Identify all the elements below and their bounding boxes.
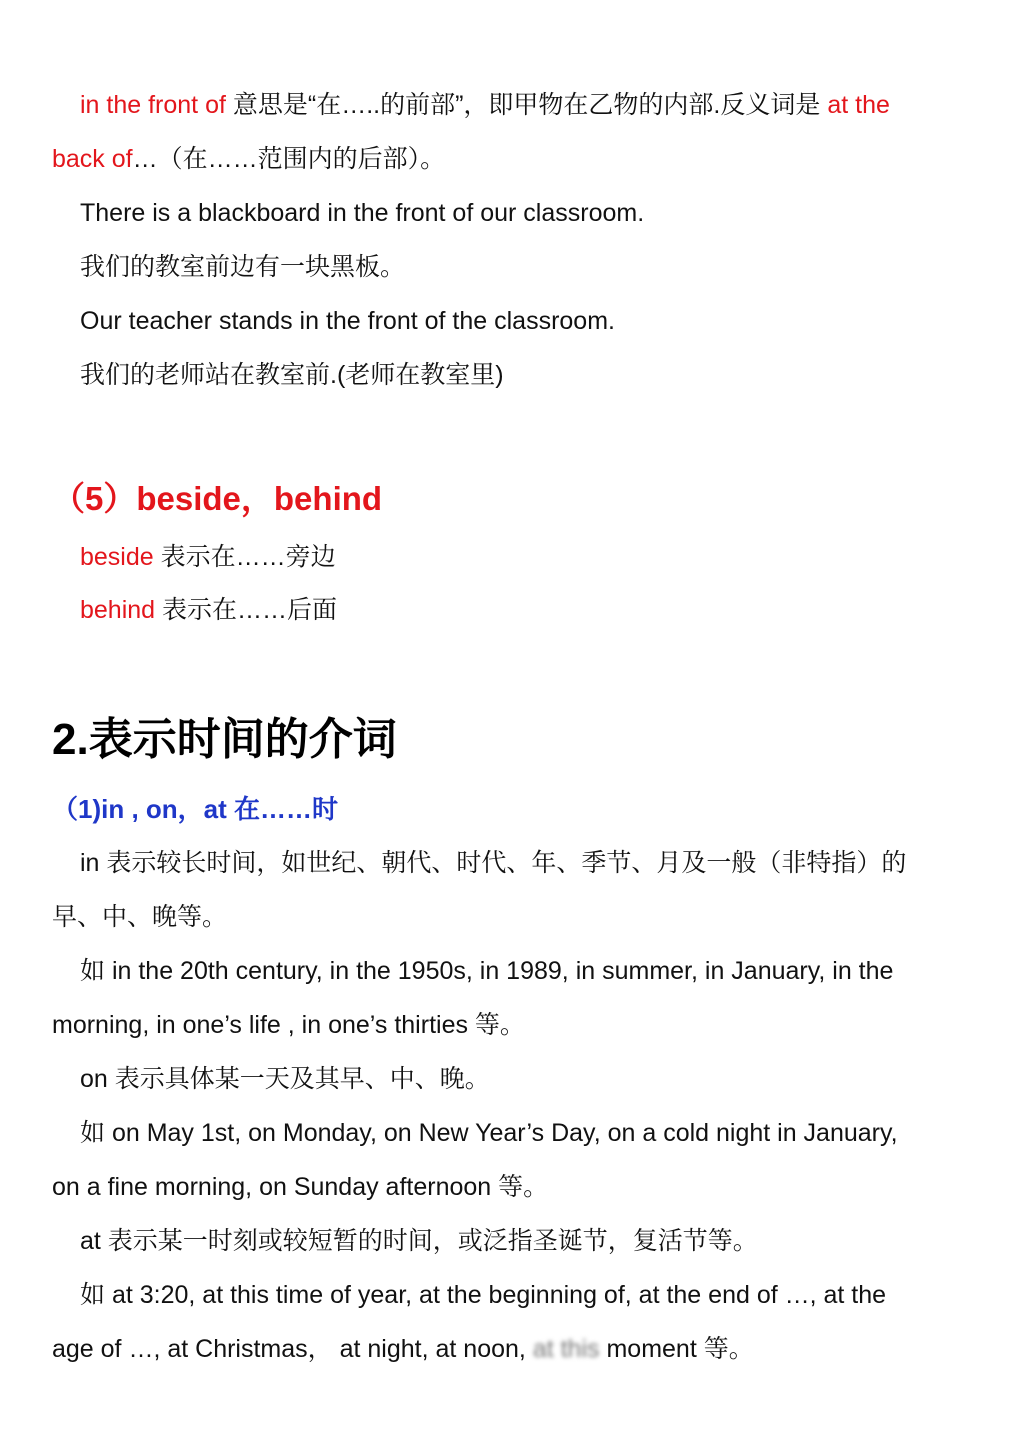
at-examples-line-1: 如 at 3:20, at this time of year, at the beginning of, at the end of …, at the xyxy=(80,1281,887,1309)
at-description: at 表示某一时刻或较短暂的时间，或泛指圣诞节，复活节等。 xyxy=(80,1227,758,1255)
obscured-text: at this xyxy=(532,1335,600,1363)
front-definition-line-1 xyxy=(80,90,890,120)
example-translation-2: 我们的老师站在教室前.(老师在教室里) xyxy=(80,361,504,389)
front-definition-text: 意思是“在…..的前部”，即甲物在乙物的内部.反义词是 xyxy=(225,91,828,119)
in-description-line-2: 早、中、晚等。 xyxy=(52,903,228,931)
section-5-heading: （5）beside，behind xyxy=(52,480,383,517)
in-examples-line-1: 如 in the 20th century, in the 1950s, in 1989, in summer, in January, in the xyxy=(80,957,894,985)
example-translation-1: 我们的教室前边有一块黑板。 xyxy=(80,253,406,281)
term-in-the-front-of: in the front of xyxy=(80,91,226,119)
at-examples-line-2 xyxy=(52,1334,754,1364)
in-description-line-1: in 表示较长时间，如世纪、朝代、时代、年、季节、月及一般（非特指）的 xyxy=(80,849,907,877)
at-examples-text: age of …, at Christmas， at night, at noon, xyxy=(52,1335,533,1363)
at-examples-tail: moment 等。 xyxy=(599,1335,754,1363)
beside-item xyxy=(80,542,336,572)
on-examples-line-1: 如 on May 1st, on Monday, on New Year’s Day, on a cold night in January, xyxy=(80,1119,898,1147)
time-prepositions-heading: 2.表示时间的介词 xyxy=(52,715,397,764)
front-definition-line-2 xyxy=(52,144,445,174)
term-at-the: at the xyxy=(827,91,890,119)
example-sentence-2: Our teacher stands in the front of the classroom. xyxy=(80,307,615,335)
in-examples-line-2: morning, in one’s life , in one’s thirties 等。 xyxy=(52,1011,525,1039)
on-description: on 表示具体某一天及其早、中、晚。 xyxy=(80,1065,490,1093)
behind-meaning: 表示在……后面 xyxy=(155,596,338,624)
back-of-definition-text: …（在……范围内的后部）。 xyxy=(132,145,446,173)
term-beside: beside xyxy=(80,543,154,571)
term-back-of: back of xyxy=(52,145,133,173)
behind-item xyxy=(80,595,337,625)
beside-meaning: 表示在……旁边 xyxy=(153,543,336,571)
on-examples-line-2: on a fine morning, on Sunday afternoon 等。 xyxy=(52,1173,549,1201)
example-sentence-1: There is a blackboard in the front of our classroom. xyxy=(80,199,645,227)
in-on-at-subheading: （1)in , on，at 在……时 xyxy=(52,794,339,824)
term-behind: behind xyxy=(80,596,156,624)
